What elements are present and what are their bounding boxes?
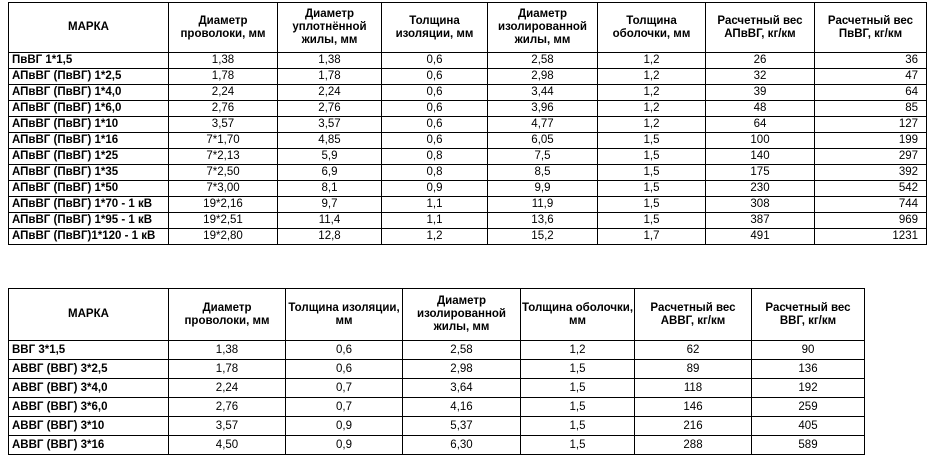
table-header-row [9,3,927,53]
table-cell: 175 [706,165,815,181]
cable-mark-cell: ВВГ 3*1,5 [9,341,169,360]
table-cell: 0,9 [286,417,403,436]
table-row [9,101,927,117]
table-cell: 1,5 [598,133,706,149]
table-cell: 140 [706,149,815,165]
table-cell: 216 [635,417,752,436]
cable-mark-cell: АВВГ (ВВГ) 3*6,0 [9,398,169,417]
cable-mark-cell: АПвВГ (ПвВГ) 1*25 [9,149,169,165]
table-cell: 969 [815,213,927,229]
table-cell: 127 [815,117,927,133]
table-cell: 85 [815,101,927,117]
table-cell: 7,5 [488,149,598,165]
table-cell: 1,5 [521,379,635,398]
table-cell: 1,78 [169,69,278,85]
table-row [9,117,927,133]
table-cell: 0,9 [382,181,488,197]
table-cell: 136 [752,360,865,379]
cable-mark-cell: АВВГ (ВВГ) 3*16 [9,436,169,455]
table-row [9,436,865,455]
table-cell: 11,9 [488,197,598,213]
table-cell: 0,7 [286,398,403,417]
header-insulation-thickness: Толщина изоляции, мм [286,289,403,341]
table-cell: 1,5 [598,181,706,197]
header-sheath-thickness: Толщина оболочки, мм [521,289,635,341]
table-cell: 1,5 [521,398,635,417]
table-cell: 0,6 [286,360,403,379]
header-compacted-core-diameter: Диаметр уплотнённой жилы, мм [278,3,382,53]
table-cell: 297 [815,149,927,165]
table-row [9,379,865,398]
header-mark: МАРКА [9,3,169,53]
table-cell: 32 [706,69,815,85]
table-cell: 0,8 [382,149,488,165]
table-cell: 230 [706,181,815,197]
table-cell: 1,2 [598,85,706,101]
cable-mark-cell: АПвВГ (ПвВГ) 1*6,0 [9,101,169,117]
table-cell: 2,76 [169,101,278,117]
table-cell: 1,1 [382,213,488,229]
table-cell: 26 [706,53,815,69]
cable-mark-cell: АПвВГ (ПвВГ) 1*95 - 1 кВ [9,213,169,229]
table-cell: 1,2 [598,53,706,69]
header-weight-apvvg: Расчетный вес АПвВГ, кг/км [706,3,815,53]
table-header-row [9,289,865,341]
table-cell: 5,37 [403,417,521,436]
table-cell: 6,05 [488,133,598,149]
table-row [9,69,927,85]
table-cell: 1,2 [598,117,706,133]
table-cell: 11,4 [278,213,382,229]
table-cell: 1,5 [521,436,635,455]
table-cell: 7*2,13 [169,149,278,165]
table-row [9,213,927,229]
cable-mark-cell: АПвВГ (ПвВГ) 1*2,5 [9,69,169,85]
cable-mark-cell: АПвВГ (ПвВГ) 1*50 [9,181,169,197]
table-cell: 89 [635,360,752,379]
table-cell: 19*2,16 [169,197,278,213]
table-cell: 308 [706,197,815,213]
header-mark: МАРКА [9,289,169,341]
table-cell: 3,57 [169,117,278,133]
table-cell: 1,5 [598,197,706,213]
table-cell: 7*2,50 [169,165,278,181]
table-cell: 8,5 [488,165,598,181]
table-row [9,85,927,101]
table-cell: 15,2 [488,229,598,245]
table-cell: 39 [706,85,815,101]
table-cell: 2,98 [403,360,521,379]
table-cell: 1,7 [598,229,706,245]
cable-mark-cell: АВВГ (ВВГ) 3*2,5 [9,360,169,379]
table-cell: 2,58 [488,53,598,69]
table-cell: 4,85 [278,133,382,149]
table-cell: 12,8 [278,229,382,245]
table-cell: 0,6 [382,117,488,133]
table-cell: 1,2 [521,341,635,360]
table-row [9,341,865,360]
table-cell: 3,96 [488,101,598,117]
table-cell: 47 [815,69,927,85]
table-cell: 2,98 [488,69,598,85]
table-cell: 0,6 [382,69,488,85]
table-cell: 1,5 [598,213,706,229]
table-cell: 9,7 [278,197,382,213]
table-cell: 7*1,70 [169,133,278,149]
table-cell: 13,6 [488,213,598,229]
table-cell: 259 [752,398,865,417]
table-cell: 192 [752,379,865,398]
table-cell: 146 [635,398,752,417]
table-cell: 64 [706,117,815,133]
cable-spec-table-1 [8,2,927,245]
table-cell: 1231 [815,229,927,245]
table-cell: 4,16 [403,398,521,417]
table-cell: 1,38 [278,53,382,69]
table-row [9,197,927,213]
table-cell: 2,24 [278,85,382,101]
table-cell: 0,6 [382,53,488,69]
table-cell: 2,76 [169,398,286,417]
table-row [9,360,865,379]
cable-spec-table-2 [8,288,865,455]
table-cell: 7*3,00 [169,181,278,197]
table-cell: 48 [706,101,815,117]
table-cell: 3,44 [488,85,598,101]
table-cell: 3,57 [278,117,382,133]
table-cell: 1,1 [382,197,488,213]
header-insulated-core-diameter: Диаметр изолированной жилы, мм [403,289,521,341]
table-cell: 1,5 [598,165,706,181]
table-cell: 199 [815,133,927,149]
table-cell: 2,58 [403,341,521,360]
table-cell: 0,6 [382,101,488,117]
table-cell: 1,2 [598,101,706,117]
cable-mark-cell: АПвВГ (ПвВГ) 1*70 - 1 кВ [9,197,169,213]
table-cell: 6,30 [403,436,521,455]
table-cell: 1,2 [382,229,488,245]
header-weight-vvg: Расчетный вес ВВГ, кг/км [752,289,865,341]
header-insulation-thickness: Толщина изоляции, мм [382,3,488,53]
table-row [9,149,927,165]
table-row [9,398,865,417]
table-cell: 3,57 [169,417,286,436]
table-cell: 2,76 [278,101,382,117]
header-insulated-core-diameter: Диаметр изолированной жилы, мм [488,3,598,53]
table-cell: 1,38 [169,53,278,69]
table-cell: 1,5 [521,417,635,436]
table-cell: 1,38 [169,341,286,360]
table-cell: 1,2 [598,69,706,85]
table-cell: 3,64 [403,379,521,398]
table-cell: 542 [815,181,927,197]
cable-mark-cell: АПвВГ (ПвВГ) 1*16 [9,133,169,149]
table-cell: 0,6 [286,341,403,360]
table-cell: 744 [815,197,927,213]
table-cell: 392 [815,165,927,181]
table-row [9,165,927,181]
table-cell: 1,5 [521,360,635,379]
table-row [9,133,927,149]
cable-mark-cell: АПвВГ (ПвВГ) 1*10 [9,117,169,133]
table-cell: 2,24 [169,85,278,101]
header-weight-pvvg: Расчетный вес ПвВГ, кг/км [815,3,927,53]
table-cell: 4,77 [488,117,598,133]
table-cell: 288 [635,436,752,455]
table-cell: 1,5 [598,149,706,165]
table-cell: 64 [815,85,927,101]
table-cell: 0,7 [286,379,403,398]
cable-mark-cell: АПвВГ (ПвВГ)1*120 - 1 кВ [9,229,169,245]
table-cell: 1,78 [169,360,286,379]
cable-mark-cell: АВВГ (ВВГ) 3*4,0 [9,379,169,398]
table-cell: 4,50 [169,436,286,455]
cable-mark-cell: АВВГ (ВВГ) 3*10 [9,417,169,436]
header-sheath-thickness: Толщина оболочки, мм [598,3,706,53]
table-cell: 589 [752,436,865,455]
table-cell: 0,6 [382,85,488,101]
header-wire-diameter: Диаметр проволоки, мм [169,3,278,53]
table-cell: 2,24 [169,379,286,398]
table-row [9,229,927,245]
table-cell: 62 [635,341,752,360]
table-cell: 387 [706,213,815,229]
table-cell: 6,9 [278,165,382,181]
header-weight-avvg: Расчетный вес АВВГ, кг/км [635,289,752,341]
table-cell: 0,9 [286,436,403,455]
table-cell: 118 [635,379,752,398]
cable-mark-cell: АПвВГ (ПвВГ) 1*4,0 [9,85,169,101]
table-row [9,417,865,436]
table-cell: 0,6 [382,133,488,149]
table-cell: 491 [706,229,815,245]
table-cell: 19*2,51 [169,213,278,229]
table-cell: 36 [815,53,927,69]
table-cell: 5,9 [278,149,382,165]
table-cell: 90 [752,341,865,360]
table-cell: 100 [706,133,815,149]
cable-mark-cell: ПвВГ 1*1,5 [9,53,169,69]
table-cell: 405 [752,417,865,436]
table-cell: 1,78 [278,69,382,85]
table-cell: 9,9 [488,181,598,197]
table-row [9,181,927,197]
table-cell: 8,1 [278,181,382,197]
table-cell: 19*2,80 [169,229,278,245]
table-row [9,53,927,69]
header-wire-diameter: Диаметр проволоки, мм [169,289,286,341]
table-cell: 0,8 [382,165,488,181]
cable-mark-cell: АПвВГ (ПвВГ) 1*35 [9,165,169,181]
